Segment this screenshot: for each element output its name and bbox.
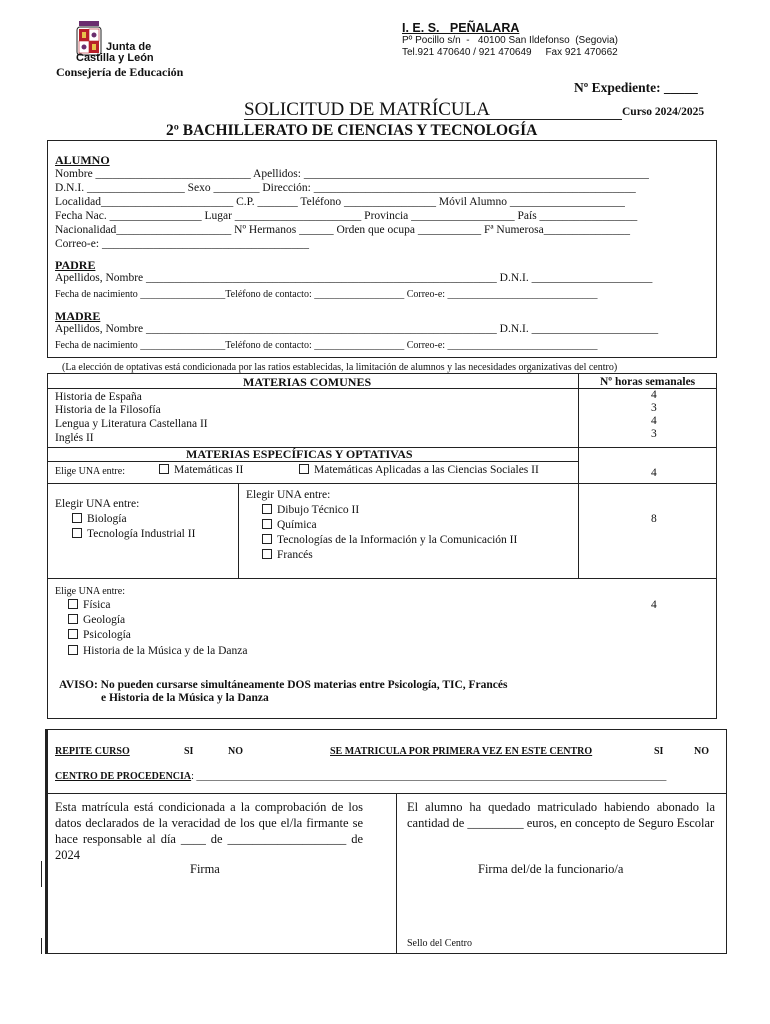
aviso-line-2: e Historia de la Música y la Danza [101, 692, 269, 704]
centro-procedencia[interactable] [55, 771, 666, 783]
checkbox-tic[interactable] [262, 534, 272, 544]
option-matematicas-ii[interactable] [159, 464, 243, 477]
aviso-line-1: AVISO: No pueden cursarse simultáneamente DOS materias entre Psicología, TIC, Francés [59, 679, 508, 691]
block2-left-label: Elegir UNA entre: [55, 498, 140, 510]
checkbox-geologia[interactable] [68, 614, 78, 624]
checkbox-quimica[interactable] [262, 519, 272, 529]
school-name: I. E. S. PEÑALARA [402, 21, 520, 35]
comun-hours-3: 4 [651, 415, 657, 427]
alumno-line-2[interactable]: D.N.I. _________________ Sexo ________ Dirección: ________________________________________________________ [55, 182, 636, 194]
centro-procedencia-label: CENTRO DE PROCEDENCIA [55, 771, 192, 782]
comunes-heading: MATERIAS COMUNES [243, 375, 372, 389]
block2-col-divider [238, 483, 239, 578]
especificas-heading: MATERIAS ESPECÍFICAS Y OPTATIVAS [186, 447, 413, 461]
seguro-escolar-text: El alumno ha quedado matriculado habiendo abonado la cantidad de _________ euros, en concepto de Seguro Escolar [407, 800, 715, 830]
checkbox-tecnologia-industrial[interactable] [72, 528, 82, 538]
footer-box-left-bar [45, 729, 47, 954]
table-row-divider-5 [47, 578, 717, 579]
option-label: Geología [83, 614, 126, 626]
option-label: Tecnologías de la Información y la Comunicación II [277, 534, 518, 546]
option-tic[interactable] [262, 534, 517, 547]
logo-text-line2: Castilla y León [76, 52, 154, 64]
title-underline [244, 119, 622, 120]
option-psicologia[interactable] [68, 629, 131, 642]
block2-hours: 8 [651, 513, 657, 525]
option-label: Matemáticas II [174, 464, 244, 476]
alumno-line-5[interactable]: Nacionalidad____________________ Nº Hermanos ______ Orden que ocupa ___________ Fª Numerosa_______________ [55, 224, 630, 236]
padre-line-1[interactable]: Apellidos, Nombre _____________________________________________________________ D.N.I. _____________________ [55, 272, 653, 284]
repite-si[interactable]: SI [184, 746, 194, 757]
option-label: Física [83, 599, 111, 611]
option-label: Francés [277, 549, 313, 561]
option-label: Historia de la Música y de la Danza [83, 645, 248, 657]
option-quimica[interactable] [262, 519, 317, 532]
block1-hours: 4 [651, 467, 657, 479]
page-title: SOLICITUD DE MATRÍCULA [244, 99, 490, 120]
footer-col-divider [396, 793, 397, 954]
curso: Curso 2024/2025 [622, 106, 705, 118]
comun-hours-1: 4 [651, 389, 657, 401]
page-subtitle: 2º BACHILLERATO DE CIENCIAS Y TECNOLOGÍA [166, 122, 538, 139]
option-matematicas-aplicadas[interactable] [299, 464, 539, 477]
table-row-divider-4 [47, 483, 717, 484]
option-fisica[interactable] [68, 599, 110, 612]
alumno-line-1[interactable]: Nombre ___________________________ Apellidos: ____________________________________________________________ [55, 168, 649, 180]
option-label: Matemáticas Aplicadas a las Ciencias Sociales II [314, 464, 539, 476]
checkbox-matematicas-ii[interactable] [159, 464, 169, 474]
madre-line-2[interactable]: Fecha de nacimiento _________________Teléfono de contacto: __________________ Correo-e: ______________________________ [55, 340, 598, 351]
option-label: Psicología [83, 629, 131, 641]
table-col-divider [578, 373, 579, 578]
option-label: Biología [87, 513, 127, 525]
expediente: Nº Expediente: _____ [574, 80, 698, 95]
checkbox-historia-musica[interactable] [68, 645, 78, 655]
block1-label: Elige UNA entre: [55, 466, 125, 477]
checkbox-dibujo-tecnico[interactable] [262, 504, 272, 514]
checkbox-psicologia[interactable] [68, 629, 78, 639]
option-dibujo-tecnico[interactable] [262, 504, 359, 517]
padre-line-2[interactable]: Fecha de nacimiento _________________Teléfono de contacto: __________________ Correo-e: ______________________________ [55, 289, 598, 300]
block3-label: Elige UNA entre: [55, 586, 125, 597]
checkbox-fisica[interactable] [68, 599, 78, 609]
madre-line-1[interactable]: Apellidos, Nombre _____________________________________________________________ D.N.I. ______________________ [55, 323, 659, 335]
option-biologia[interactable] [72, 513, 127, 526]
option-tecnologia-industrial[interactable] [72, 528, 195, 541]
comun-name-4: Inglés II [55, 432, 94, 444]
school-address: Pº Pocillo s/n - 40100 San Ildefonso (Segovia) [402, 35, 618, 46]
optativas-note: (La elección de optativas está condicionada por las ratios establecidas, la limitación de alumnos y las necesidades organizativas del centro) [62, 362, 618, 373]
comun-name-3: Lengua y Literatura Castellana II [55, 418, 208, 430]
alumno-line-4[interactable]: Fecha Nac. ________________ Lugar ______________________ Provincia __________________ País _________________ [55, 210, 638, 222]
comun-name-2: Historia de la Filosofía [55, 404, 161, 416]
option-historia-musica[interactable] [68, 645, 247, 658]
comun-hours-2: 3 [651, 402, 657, 414]
padre-heading: PADRE [55, 258, 96, 272]
comun-name-1: Historia de España [55, 391, 142, 403]
consejeria: Consejería de Educación [56, 65, 184, 79]
madre-heading: MADRE [55, 309, 101, 323]
school-phone: Tel.921 470640 / 921 470649 Fax 921 470662 [402, 47, 618, 58]
centro-procedencia-line: : ______________________________________________________________________________________________ [191, 771, 667, 782]
checkbox-biologia[interactable] [72, 513, 82, 523]
footer-divider [47, 793, 727, 794]
firma-label: Firma [190, 862, 220, 876]
alumno-line-3[interactable]: Localidad_______________________ C.P. _______ Teléfono ________________ Móvil Alumno ____________________ [55, 196, 625, 208]
option-label: Tecnología Industrial II [87, 528, 196, 540]
primera-vez-no[interactable]: NO [694, 746, 709, 757]
logo-text-line1: Junta de [106, 41, 152, 53]
horas-heading: Nº horas semanales [600, 376, 696, 388]
margin-mark-2 [41, 938, 42, 954]
repite-curso: REPITE CURSO [55, 746, 130, 757]
firma-funcionario-label: Firma del/de la funcionario/a [478, 862, 624, 876]
comun-hours-4: 3 [651, 428, 657, 440]
primera-vez-si[interactable]: SI [654, 746, 664, 757]
condicion-text: Esta matrícula está condicionada a la comprobación de los datos declarados de la veracidad de los que el/la firmante se hace responsable al día ____ de ___________________ de 2024 [55, 800, 363, 862]
alumno-line-6[interactable]: Correo-e: ____________________________________ [55, 238, 309, 250]
option-label: Química [277, 519, 317, 531]
margin-mark-1 [41, 861, 42, 887]
block2-right-label: Elegir UNA entre: [246, 489, 331, 501]
primera-vez: SE MATRICULA POR PRIMERA VEZ EN ESTE CENTRO [330, 746, 593, 757]
sello-centro: Sello del Centro [407, 938, 472, 949]
checkbox-matematicas-aplicadas[interactable] [299, 464, 309, 474]
logo [76, 18, 158, 66]
block3-hours: 4 [651, 599, 657, 611]
repite-no[interactable]: NO [228, 746, 243, 757]
checkbox-frances[interactable] [262, 549, 272, 559]
option-frances[interactable] [262, 549, 313, 562]
alumno-heading: ALUMNO [55, 153, 110, 167]
option-geologia[interactable] [68, 614, 125, 627]
option-label: Dibujo Técnico II [277, 504, 360, 516]
